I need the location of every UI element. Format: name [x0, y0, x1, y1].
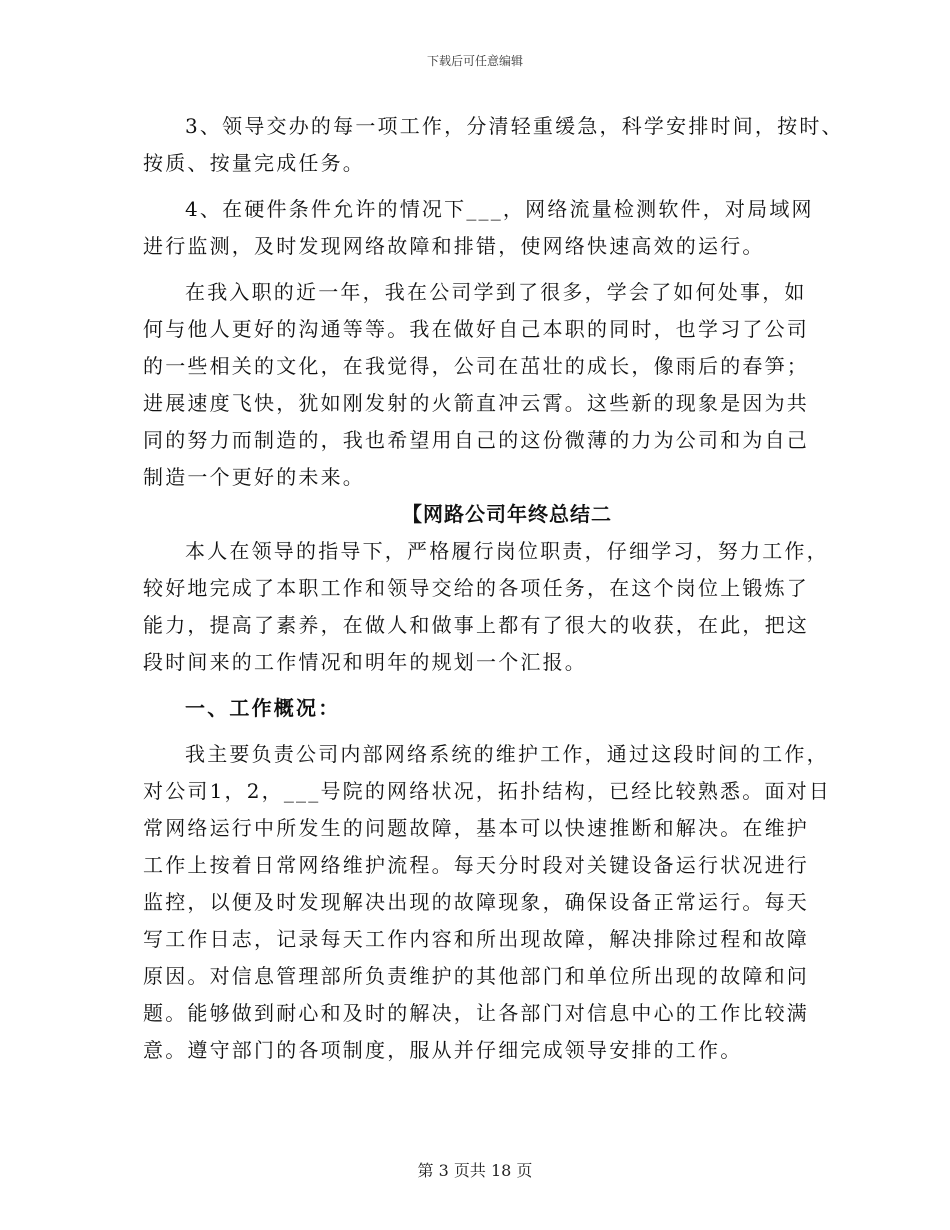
paragraph-line: 常网络运行中所发生的问题故障，基本可以快速推断和解决。在维护	[143, 816, 809, 840]
paragraph-line: 监控，以便及时发现解决出现的故障现象，确保设备正常运行。每天	[143, 890, 809, 914]
paragraph-line: 进行监测，及时发现网络故障和排错，使网络快速高效的运行。	[143, 234, 765, 258]
paragraph-line: 意。遵守部门的各项制度，服从并仔细完成领导安排的工作。	[143, 1038, 743, 1062]
paragraph-line: 制造一个更好的未来。	[143, 465, 365, 489]
paragraph-line: 在我入职的近一年，我在公司学到了很多，学会了如何处事，如	[185, 280, 807, 304]
paragraph-line: 何与他人更好的沟通等等。我在做好自己本职的同时，也学习了公司	[143, 317, 809, 341]
paragraph-line: 3、领导交办的每一项工作，分清轻重缓急，科学安排时间，按时、	[185, 114, 844, 138]
page-header-note: 下载后可任意编辑	[426, 54, 523, 68]
subheading: 一、工作概况：	[185, 696, 341, 720]
paragraph-item-4	[143, 191, 814, 265]
paragraph-line: 我主要负责公司内部网络系统的维护工作，通过这段时间的工作，	[185, 742, 829, 766]
paragraph-line: 4、在硬件条件允许的情况下___，网络流量检测软件，对局域网	[185, 197, 814, 221]
page-number-footer: 第 3 页共 18 页	[417, 1161, 533, 1180]
paragraph-item-3	[143, 108, 844, 182]
paragraph-line: 写工作日志，记录每天工作内容和所出现故障，解决排除过程和故障	[143, 927, 809, 951]
paragraph-line: 进展速度飞快，犹如刚发射的火箭直冲云霄。这些新的现象是因为共	[143, 391, 809, 415]
paragraph-line: 按质、按量完成任务。	[143, 151, 365, 175]
section-title: 【网路公司年终总结二	[402, 502, 612, 526]
paragraph-intro	[143, 533, 829, 681]
paragraph-line: 工作上按着日常网络维护流程。每天分时段对关键设备运行状况进行	[143, 853, 809, 877]
paragraph-reflection	[143, 274, 811, 496]
paragraph-line: 原因。对信息管理部所负责维护的其他部门和单位所出现的故障和问	[143, 964, 809, 988]
document-body	[143, 108, 844, 1069]
paragraph-line: 段时间来的工作情况和明年的规划一个汇报。	[143, 650, 587, 674]
paragraph-line: 同的努力而制造的，我也希望用自己的这份微薄的力为公司和为自己	[143, 428, 809, 452]
paragraph-line: 的一些相关的文化，在我觉得，公司在茁壮的成长，像雨后的春笋；	[143, 354, 809, 378]
paragraph-line: 对公司1，2，___号院的网络状况，拓扑结构，已经比较熟悉。面对日	[143, 779, 832, 803]
paragraph-line: 较好地完成了本职工作和领导交给的各项任务，在这个岗位上锻炼了	[143, 576, 809, 600]
paragraph-line: 本人在领导的指导下，严格履行岗位职责，仔细学习，努力工作，	[185, 539, 829, 563]
paragraph-line: 能力，提高了素养，在做人和做事上都有了很大的收获，在此，把这	[143, 613, 809, 637]
paragraph-line: 题。能够做到耐心和及时的解决，让各部门对信息中心的工作比较满	[143, 1001, 809, 1025]
paragraph-overview	[143, 736, 832, 1069]
